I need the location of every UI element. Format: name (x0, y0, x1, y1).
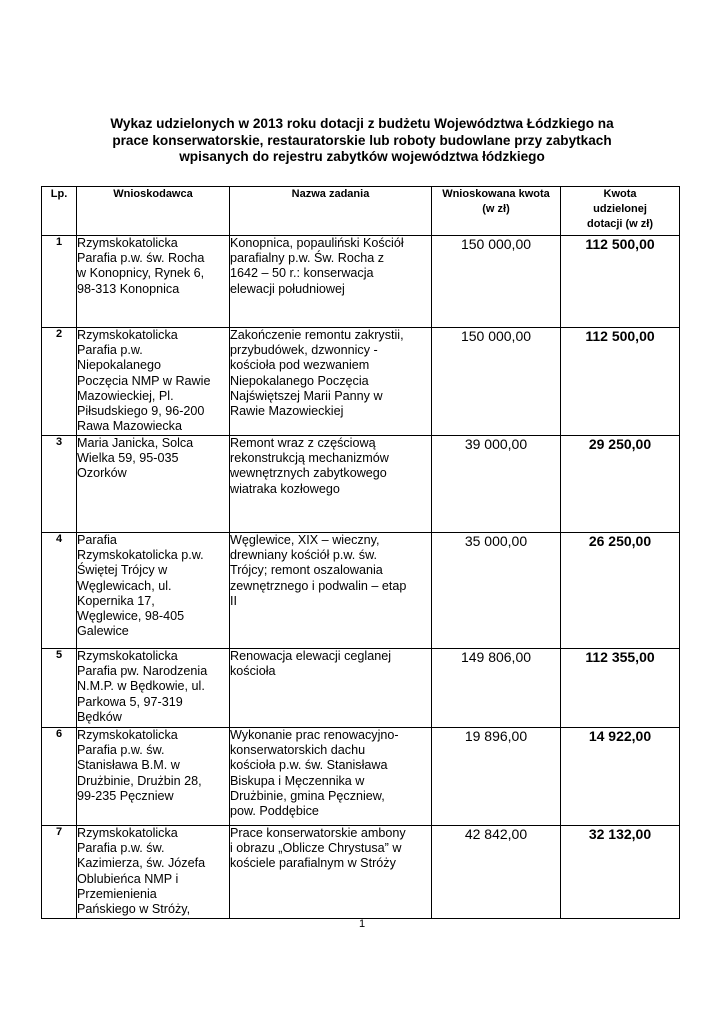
row-granted-amount: 29 250,00 (561, 436, 680, 533)
text-line: Trójcy; remont oszalowania (230, 563, 383, 578)
text-line: kościoła (230, 664, 276, 679)
table-row (42, 533, 680, 649)
table-row (42, 328, 680, 436)
text-line: 99-235 Pęczniew (77, 788, 174, 803)
title-line-2: prace konserwatorskie, restauratorskie lub roboty budowlane przy zabytkach (112, 132, 612, 148)
table-row (42, 649, 680, 728)
row-lp: 7 (42, 826, 77, 919)
text-line: Parafia pw. Narodzenia (77, 664, 208, 679)
text-line: Parafia (77, 533, 117, 547)
header-granted-line: udzielonej (593, 203, 647, 215)
text-line: Niepokalanego Poczęcia (230, 373, 369, 388)
text-line: Oblubieńca NMP i (77, 871, 179, 886)
text-line: 1642 – 50 r.: konserwacja (230, 266, 374, 281)
text-line: konserwatorskich dachu (230, 743, 366, 758)
row-lp: 4 (42, 533, 77, 649)
text-line: Pańskiego w Stróży, (77, 902, 191, 917)
row-applicant (77, 436, 230, 533)
row-lp: 6 (42, 728, 77, 826)
header-requested (432, 187, 561, 236)
text-line: drewniany kościół p.w. św. (230, 548, 377, 563)
table-row (42, 826, 680, 919)
text-line: Drużbinie, gmina Pęczniew, (230, 788, 385, 803)
text-line: Rawa Mazowiecka (77, 419, 182, 434)
text-line: Parafia p.w. św. (77, 841, 165, 856)
row-applicant (77, 236, 230, 328)
row-lp: 2 (42, 328, 77, 436)
text-line: Węglewicach, ul. (77, 578, 172, 593)
row-granted-amount: 26 250,00 (561, 533, 680, 649)
text-line: parafialny p.w. Św. Rocha z (230, 251, 385, 266)
row-granted-amount: 32 132,00 (561, 826, 680, 919)
row-lp: 3 (42, 436, 77, 533)
text-line: Prace konserwatorskie ambony (230, 826, 406, 840)
table-header-row (42, 187, 680, 236)
text-line: Renowacja elewacji ceglanej (230, 649, 392, 663)
text-line: Rzymskokatolicka (77, 649, 178, 663)
row-granted-amount: 112 355,00 (561, 649, 680, 728)
text-line: Najświętszej Marii Panny w (230, 388, 383, 403)
text-line: Parafia p.w. (77, 343, 143, 358)
header-granted-line: Kwota (603, 188, 637, 200)
text-line: wiatraka kozłowego (230, 481, 340, 496)
text-line: Poczęcia NMP w Rawie (77, 373, 211, 388)
row-lp: 1 (42, 236, 77, 328)
text-line: Rzymskokatolicka (77, 236, 178, 250)
text-line: Mazowieckiej, Pl. (77, 388, 174, 403)
text-line: w Konopnicy, Rynek 6, (77, 266, 205, 281)
text-line: Drużbinie, Drużbin 28, (77, 773, 202, 788)
text-line: Biskupa i Męczennika w (230, 773, 365, 788)
title-line-3: wpisanych do rejestru zabytków województwa łódzkiego (179, 149, 545, 164)
text-line: 98-313 Konopnica (77, 281, 180, 296)
text-line: i obrazu „Oblicze Chrystusa” w (230, 841, 402, 856)
row-requested-amount: 150 000,00 (432, 328, 561, 436)
row-task (230, 436, 432, 533)
title-line-1: Wykaz udzielonych w 2013 roku dotacji z budżetu Województwa Łódzkiego na (110, 116, 614, 131)
row-applicant (77, 826, 230, 919)
row-task (230, 826, 432, 919)
row-task (230, 236, 432, 328)
text-line: Konopnica, popauliński Kościół (230, 236, 404, 250)
table-row (42, 728, 680, 826)
text-line: kościoła p.w. św. Stanisława (230, 758, 388, 773)
text-line: wewnętrznych zabytkowego (230, 466, 387, 481)
text-line: Rzymskokatolicka (77, 728, 178, 742)
table-row (42, 436, 680, 533)
text-line: Przemienienia (77, 886, 157, 901)
row-requested-amount: 19 896,00 (432, 728, 561, 826)
row-requested-amount: 35 000,00 (432, 533, 561, 649)
page-number: 1 (358, 918, 366, 930)
header-applicant: Wnioskodawca (77, 187, 230, 236)
text-line: Wykonanie prac renowacyjno- (230, 728, 399, 742)
row-task (230, 649, 432, 728)
text-line: Stanisława B.M. w (77, 758, 180, 773)
row-applicant (77, 728, 230, 826)
text-line: Zakończenie remontu zakrystii, (230, 328, 404, 342)
grants-table (41, 186, 680, 919)
table-row (42, 236, 680, 328)
text-line: Będków (77, 709, 122, 724)
header-lp: Lp. (42, 187, 77, 236)
row-applicant (77, 649, 230, 728)
text-line: przybudówek, dzwonnicy - (230, 343, 378, 358)
text-line: Ozorków (77, 466, 127, 481)
text-line: Rzymskokatolicka p.w. (77, 548, 204, 563)
text-line: Węglewice, 98-405 (77, 609, 185, 624)
text-line: Węglewice, XIX – wieczny, (230, 533, 380, 547)
text-line: Kopernika 17, (77, 593, 155, 608)
text-line: Galewice (77, 624, 129, 639)
text-line: Parafia p.w. św. Rocha (77, 251, 205, 266)
row-requested-amount: 149 806,00 (432, 649, 561, 728)
text-line: Rzymskokatolicka (77, 826, 178, 840)
text-line: Kazimierza, św. Józefa (77, 856, 206, 871)
row-requested-amount: 39 000,00 (432, 436, 561, 533)
text-line: Świętej Trójcy w (77, 563, 168, 578)
row-requested-amount: 42 842,00 (432, 826, 561, 919)
row-granted-amount: 14 922,00 (561, 728, 680, 826)
row-task (230, 533, 432, 649)
text-line: Parafia p.w. św. (77, 743, 165, 758)
text-line: elewacji południowej (230, 281, 345, 296)
text-line: II (230, 593, 237, 608)
text-line: zewnętrznego i podwalin – etap (230, 578, 407, 593)
header-task: Nazwa zadania (230, 187, 432, 236)
text-line: Niepokalanego (77, 358, 162, 373)
row-lp: 5 (42, 649, 77, 728)
row-task (230, 728, 432, 826)
document-title (60, 116, 664, 166)
text-line: Remont wraz z częściową (230, 436, 376, 450)
text-line: Piłsudskiego 9, 96-200 (77, 404, 205, 419)
text-line: rekonstrukcją mechanizmów (230, 451, 389, 466)
header-requested-line: Wnioskowana kwota (442, 188, 550, 200)
row-granted-amount: 112 500,00 (561, 236, 680, 328)
row-requested-amount: 150 000,00 (432, 236, 561, 328)
text-line: Parkowa 5, 97-319 (77, 694, 183, 709)
text-line: Rzymskokatolicka (77, 328, 178, 342)
header-requested-line: (w zł) (482, 203, 510, 215)
header-granted-line: dotacji (w zł) (587, 218, 653, 230)
text-line: pow. Poddębice (230, 804, 319, 819)
row-task (230, 328, 432, 436)
text-line: kościoła pod wezwaniem (230, 358, 370, 373)
row-applicant (77, 328, 230, 436)
text-line: Maria Janicka, Solca (77, 436, 194, 450)
row-applicant (77, 533, 230, 649)
text-line: N.M.P. w Będkowie, ul. (77, 679, 205, 694)
text-line: Rawie Mazowieckiej (230, 404, 344, 419)
header-granted (561, 187, 680, 236)
text-line: Wielka 59, 95-035 (77, 451, 179, 466)
row-granted-amount: 112 500,00 (561, 328, 680, 436)
text-line: kościele parafialnym w Stróży (230, 856, 396, 871)
